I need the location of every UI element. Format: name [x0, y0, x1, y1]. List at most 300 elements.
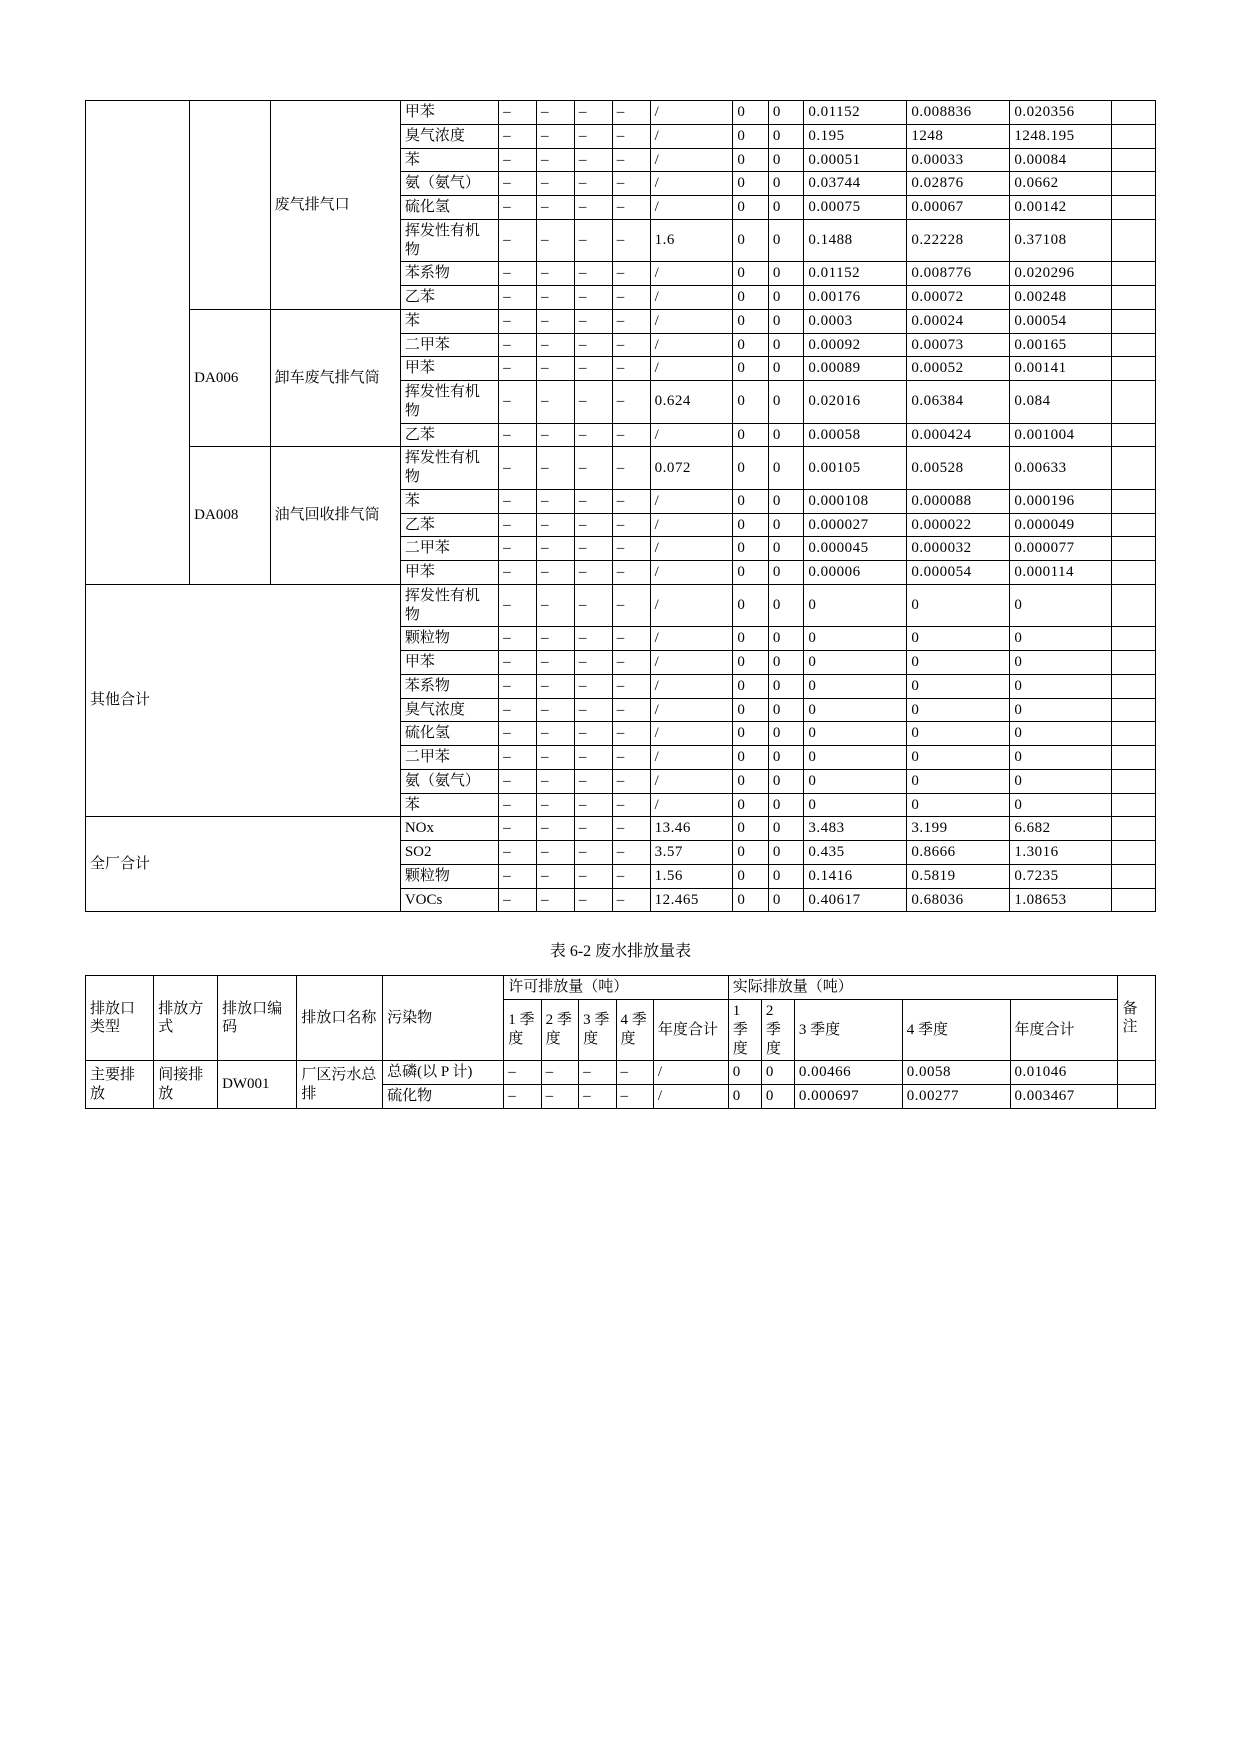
cell-note	[1112, 888, 1156, 912]
cell-permit-q1: –	[499, 196, 537, 220]
cell-permit-q3: –	[574, 537, 612, 561]
cell-permit-q4: –	[612, 309, 650, 333]
cell-pollutant: NOx	[400, 817, 498, 841]
cell-permit-q2: –	[536, 309, 574, 333]
cell-permit-year-total: /	[650, 561, 733, 585]
cell-actual-q1: 0	[733, 584, 769, 627]
cell-permit-year-total: /	[650, 172, 733, 196]
cell-permit-q1: –	[499, 841, 537, 865]
cell-actual-q3: 0.01152	[804, 262, 907, 286]
cell-actual-q1: 0	[733, 286, 769, 310]
cell-actual-q3: 0	[804, 627, 907, 651]
cell-permit-q3: –	[574, 793, 612, 817]
cell-actual-q2: 0	[768, 698, 804, 722]
table-row	[86, 1061, 1156, 1085]
cell-permit-year-total: 3.57	[650, 841, 733, 865]
cell-actual-q1: 0	[733, 793, 769, 817]
cell-pollutant: 臭气浓度	[400, 698, 498, 722]
cell-pollutant: 挥发性有机物	[400, 447, 498, 490]
cell-actual-q1: 0	[733, 423, 769, 447]
cell-actual-q1: 0	[733, 817, 769, 841]
cell-permit-q1: –	[499, 381, 537, 424]
cell-pollutant: 苯系物	[400, 674, 498, 698]
cell-permit-q3: –	[574, 101, 612, 125]
cell-permit-q1: –	[499, 746, 537, 770]
cell-permit-q1: –	[499, 124, 537, 148]
cell-actual-q1: 0	[733, 769, 769, 793]
cell-permit-q3: –	[574, 769, 612, 793]
cell-permit-q1: –	[499, 769, 537, 793]
cell-actual-q2: 0	[768, 196, 804, 220]
cell-pollutant: 颗粒物	[400, 627, 498, 651]
cell-permit-q4: –	[616, 1085, 653, 1109]
cell-note	[1112, 561, 1156, 585]
cell-permit-q1: –	[499, 888, 537, 912]
cell-actual-q3: 0.02016	[804, 381, 907, 424]
cell-permit-q4: –	[612, 769, 650, 793]
cell-actual-q2: 0	[768, 817, 804, 841]
cell-permit-q3: –	[574, 172, 612, 196]
cell-actual-q1: 0	[733, 262, 769, 286]
cell-actual-q4: 0	[907, 584, 1010, 627]
cell-permit-q4: –	[612, 627, 650, 651]
cell-permit-year-total: /	[650, 722, 733, 746]
cell-permit-q4: –	[612, 651, 650, 675]
cell-permit-year-total: /	[650, 196, 733, 220]
cell-permit-q4: –	[612, 864, 650, 888]
cell-permit-q1: –	[499, 309, 537, 333]
cell-permit-year-total: 0.624	[650, 381, 733, 424]
cell-permit-q2: –	[536, 219, 574, 262]
cell-permit-q2: –	[536, 262, 574, 286]
cell-permit-year-total: /	[650, 584, 733, 627]
cell-actual-q3: 0.000045	[804, 537, 907, 561]
cell-permit-q4: –	[612, 423, 650, 447]
cell-permit-q4: –	[612, 537, 650, 561]
cell-permit-year-total: /	[653, 1061, 728, 1085]
header-actual-year-total: 年度合计	[1010, 1000, 1118, 1061]
cell-pollutant: 臭气浓度	[400, 124, 498, 148]
cell-permit-q1: –	[499, 864, 537, 888]
cell-actual-q4: 0.008836	[907, 101, 1010, 125]
cell-permit-q2: –	[541, 1085, 578, 1109]
cell-actual-q3: 0.00075	[804, 196, 907, 220]
cell-actual-q1: 0	[733, 196, 769, 220]
cell-permit-q4: –	[612, 746, 650, 770]
cell-pollutant: VOCs	[400, 888, 498, 912]
cell-actual-q3: 0.00058	[804, 423, 907, 447]
cell-actual-q3: 0.000697	[794, 1085, 902, 1109]
cell-permit-q4: –	[612, 262, 650, 286]
cell-actual-year-total: 0	[1010, 793, 1112, 817]
cell-permit-year-total: /	[650, 124, 733, 148]
cell-pollutant: 苯系物	[400, 262, 498, 286]
cell-permit-q2: –	[536, 746, 574, 770]
cell-actual-year-total: 0.001004	[1010, 423, 1112, 447]
cell-actual-year-total: 0.000196	[1010, 489, 1112, 513]
cell-permit-q1: –	[504, 1085, 541, 1109]
cell-actual-q4: 0.00033	[907, 148, 1010, 172]
cell-actual-year-total: 0.00084	[1010, 148, 1112, 172]
cell-permit-q3: –	[574, 513, 612, 537]
cell-actual-q4: 0.8666	[907, 841, 1010, 865]
cell-actual-q4: 0	[907, 722, 1010, 746]
cell-actual-q1: 0	[733, 674, 769, 698]
cell-permit-q4: –	[612, 196, 650, 220]
cell-pollutant: 二甲苯	[400, 333, 498, 357]
header-actual-q1: 1 季度	[728, 1000, 761, 1061]
cell-pollutant: 挥发性有机物	[400, 584, 498, 627]
cell-permit-q1: –	[499, 513, 537, 537]
cell-permit-q1: –	[499, 817, 537, 841]
cell-actual-q1: 0	[733, 101, 769, 125]
cell-permit-q1: –	[499, 674, 537, 698]
cell-permit-q4: –	[612, 101, 650, 125]
cell-actual-q3: 0.00092	[804, 333, 907, 357]
cell-permit-q2: –	[536, 722, 574, 746]
cell-actual-q1: 0	[733, 219, 769, 262]
header-note: 备注	[1118, 976, 1156, 1061]
cell-permit-q1: –	[499, 561, 537, 585]
cell-outlet-name: 厂区污水总排	[297, 1061, 383, 1109]
cell-permit-q4: –	[612, 888, 650, 912]
cell-permit-q2: –	[536, 584, 574, 627]
cell-outlet-name: 废气排气口	[270, 101, 400, 310]
cell-actual-year-total: 0.7235	[1010, 864, 1112, 888]
cell-actual-q3: 0.00105	[804, 447, 907, 490]
cell-actual-q1: 0	[733, 357, 769, 381]
cell-permit-q1: –	[499, 333, 537, 357]
cell-actual-q3: 0	[804, 698, 907, 722]
cell-actual-q4: 3.199	[907, 817, 1010, 841]
cell-permit-q4: –	[612, 584, 650, 627]
cell-note	[1112, 584, 1156, 627]
cell-note	[1112, 357, 1156, 381]
cell-permit-q4: –	[612, 447, 650, 490]
cell-permit-q1: –	[504, 1061, 541, 1085]
cell-pollutant: 乙苯	[400, 513, 498, 537]
cell-permit-q1: –	[499, 793, 537, 817]
cell-permit-q1: –	[499, 489, 537, 513]
cell-permit-q2: –	[536, 423, 574, 447]
cell-permit-year-total: /	[650, 357, 733, 381]
cell-actual-year-total: 0.00142	[1010, 196, 1112, 220]
cell-permit-q3: –	[574, 722, 612, 746]
cell-actual-q2: 0	[768, 262, 804, 286]
cell-actual-q2: 0	[768, 674, 804, 698]
cell-note	[1112, 423, 1156, 447]
cell-actual-q4: 0	[907, 746, 1010, 770]
cell-actual-q4: 0.000088	[907, 489, 1010, 513]
cell-permit-q2: –	[536, 172, 574, 196]
cell-permit-q3: –	[574, 746, 612, 770]
cell-actual-q2: 0	[768, 888, 804, 912]
cell-permit-year-total: /	[650, 262, 733, 286]
cell-actual-year-total: 0.00165	[1010, 333, 1112, 357]
cell-permit-year-total: /	[650, 769, 733, 793]
header-permit-year-total: 年度合计	[653, 1000, 728, 1061]
table-caption-6-2: 表 6-2 废水排放量表	[549, 943, 692, 961]
cell-actual-q2: 0	[768, 651, 804, 675]
cell-note	[1118, 1061, 1156, 1085]
cell-permit-q3: –	[574, 333, 612, 357]
cell-actual-year-total: 0.020296	[1010, 262, 1112, 286]
cell-permit-q2: –	[536, 864, 574, 888]
cell-permit-q3: –	[574, 489, 612, 513]
cell-actual-q4: 0.00073	[907, 333, 1010, 357]
cell-note	[1112, 722, 1156, 746]
cell-permit-q1: –	[499, 148, 537, 172]
cell-permit-year-total: /	[650, 651, 733, 675]
cell-actual-q4: 0.5819	[907, 864, 1010, 888]
cell-permit-q4: –	[612, 357, 650, 381]
cell-actual-q1: 0	[733, 172, 769, 196]
cell-actual-q4: 1248	[907, 124, 1010, 148]
cell-actual-q3: 0.000108	[804, 489, 907, 513]
cell-actual-q3: 3.483	[804, 817, 907, 841]
cell-permit-q1: –	[499, 584, 537, 627]
cell-actual-q1: 0	[733, 537, 769, 561]
cell-permit-year-total: /	[650, 101, 733, 125]
cell-actual-year-total: 0	[1010, 651, 1112, 675]
cell-permit-q3: –	[574, 148, 612, 172]
cell-permit-q2: –	[536, 124, 574, 148]
cell-actual-q3: 0	[804, 674, 907, 698]
cell-permit-q2: –	[536, 817, 574, 841]
cell-pollutant: 乙苯	[400, 423, 498, 447]
cell-actual-q2: 0	[768, 309, 804, 333]
cell-permit-q4: –	[612, 219, 650, 262]
cell-actual-q4: 0.000054	[907, 561, 1010, 585]
cell-permit-year-total: /	[653, 1085, 728, 1109]
cell-permit-q3: –	[574, 561, 612, 585]
cell-note	[1112, 489, 1156, 513]
cell-actual-q4: 0.00052	[907, 357, 1010, 381]
cell-actual-q3: 0	[804, 793, 907, 817]
cell-actual-q3: 0.000027	[804, 513, 907, 537]
cell-actual-q2: 0	[768, 172, 804, 196]
cell-note	[1112, 537, 1156, 561]
cell-actual-q1: 0	[733, 651, 769, 675]
cell-permit-q1: –	[499, 101, 537, 125]
cell-permit-q2: –	[536, 148, 574, 172]
cell-actual-q3: 0.00006	[804, 561, 907, 585]
cell-permit-year-total: /	[650, 793, 733, 817]
cell-permit-year-total: 0.072	[650, 447, 733, 490]
cell-permit-q3: –	[574, 219, 612, 262]
cell-actual-year-total: 0	[1010, 722, 1112, 746]
cell-pollutant: 甲苯	[400, 357, 498, 381]
cell-permit-q2: –	[536, 841, 574, 865]
cell-actual-q3: 0.1488	[804, 219, 907, 262]
cell-permit-year-total: /	[650, 333, 733, 357]
cell-actual-year-total: 0.00141	[1010, 357, 1112, 381]
cell-actual-q1: 0	[733, 381, 769, 424]
cell-actual-year-total: 0	[1010, 674, 1112, 698]
cell-note	[1112, 864, 1156, 888]
cell-actual-q4: 0.00277	[902, 1085, 1010, 1109]
cell-permit-q4: –	[616, 1061, 653, 1085]
cell-note	[1112, 841, 1156, 865]
header-permit-q1: 1 季度	[504, 1000, 541, 1061]
cell-pollutant: 挥发性有机物	[400, 381, 498, 424]
cell-permit-year-total: /	[650, 286, 733, 310]
table-row	[86, 584, 1156, 627]
cell-actual-q1: 0	[728, 1061, 761, 1085]
cell-permit-q4: –	[612, 817, 650, 841]
cell-permit-q2: –	[536, 698, 574, 722]
cell-actual-q4: 0.22228	[907, 219, 1010, 262]
cell-actual-q4: 0.0058	[902, 1061, 1010, 1085]
cell-actual-q4: 0	[907, 698, 1010, 722]
cell-actual-q2: 0	[768, 537, 804, 561]
cell-actual-year-total: 0.084	[1010, 381, 1112, 424]
cell-permit-q4: –	[612, 698, 650, 722]
cell-note	[1112, 651, 1156, 675]
cell-pollutant: 苯	[400, 489, 498, 513]
cell-note	[1112, 513, 1156, 537]
header-permit-group: 许可排放量（吨）	[504, 976, 729, 1000]
cell-actual-q2: 0	[768, 381, 804, 424]
header-actual-q2: 2 季度	[761, 1000, 794, 1061]
cell-actual-year-total: 0.00248	[1010, 286, 1112, 310]
cell-actual-q2: 0	[768, 769, 804, 793]
table-row	[86, 309, 1156, 333]
cell-note	[1112, 172, 1156, 196]
cell-permit-q3: –	[574, 286, 612, 310]
cell-permit-q2: –	[536, 357, 574, 381]
cell-permit-q4: –	[612, 561, 650, 585]
cell-note	[1112, 101, 1156, 125]
cell-outlet-name: 油气回收排气筒	[270, 447, 400, 585]
cell-note	[1112, 309, 1156, 333]
cell-actual-year-total: 0.01046	[1010, 1061, 1118, 1085]
cell-actual-q3: 0	[804, 769, 907, 793]
cell-actual-year-total: 0	[1010, 698, 1112, 722]
cell-actual-q4: 0.00024	[907, 309, 1010, 333]
cell-permit-q1: –	[499, 219, 537, 262]
cell-permit-q4: –	[612, 793, 650, 817]
cell-actual-year-total: 6.682	[1010, 817, 1112, 841]
cell-permit-q2: –	[536, 286, 574, 310]
cell-actual-q3: 0.435	[804, 841, 907, 865]
cell-permit-q2: –	[536, 447, 574, 490]
cell-actual-q1: 0	[733, 513, 769, 537]
cell-pollutant: SO2	[400, 841, 498, 865]
cell-permit-q3: –	[574, 262, 612, 286]
cell-actual-q2: 0	[768, 148, 804, 172]
cell-actual-q4: 0.000022	[907, 513, 1010, 537]
cell-pollutant: 氨（氨气）	[400, 769, 498, 793]
cell-permit-q3: –	[574, 817, 612, 841]
cell-actual-q1: 0	[733, 722, 769, 746]
cell-actual-q3: 0.195	[804, 124, 907, 148]
cell-actual-q2: 0	[768, 793, 804, 817]
cell-actual-q2: 0	[768, 423, 804, 447]
cell-permit-q4: –	[612, 124, 650, 148]
cell-actual-q3: 0.00466	[794, 1061, 902, 1085]
header-actual-q4: 4 季度	[902, 1000, 1010, 1061]
cell-permit-q2: –	[536, 537, 574, 561]
cell-permit-q4: –	[612, 286, 650, 310]
cell-actual-q1: 0	[733, 627, 769, 651]
cell-actual-q3: 0.00176	[804, 286, 907, 310]
cell-note	[1112, 793, 1156, 817]
cell-actual-q1: 0	[733, 309, 769, 333]
cell-permit-q2: –	[536, 561, 574, 585]
cell-actual-q4: 0.06384	[907, 381, 1010, 424]
cell-permit-q2: –	[536, 651, 574, 675]
cell-actual-q2: 0	[768, 864, 804, 888]
cell-permit-q2: –	[536, 333, 574, 357]
cell-actual-q2: 0	[768, 489, 804, 513]
cell-permit-q4: –	[612, 333, 650, 357]
cell-pollutant: 二甲苯	[400, 746, 498, 770]
table-row	[86, 817, 1156, 841]
cell-actual-q2: 0	[768, 124, 804, 148]
cell-actual-year-total: 0	[1010, 769, 1112, 793]
cell-actual-q1: 0	[733, 841, 769, 865]
header-actual-group: 实际排放量（吨）	[728, 976, 1118, 1000]
header-permit-q2: 2 季度	[541, 1000, 578, 1061]
cell-actual-year-total: 0.37108	[1010, 219, 1112, 262]
cell-permit-q4: –	[612, 172, 650, 196]
header-actual-q3: 3 季度	[794, 1000, 902, 1061]
cell-outlet-code	[190, 101, 270, 310]
cell-pollutant: 硫化氢	[400, 722, 498, 746]
cell-discharge-mode: 间接排放	[154, 1061, 218, 1109]
cell-permit-q4: –	[612, 148, 650, 172]
cell-pollutant: 苯	[400, 148, 498, 172]
cell-pollutant: 挥发性有机物	[400, 219, 498, 262]
cell-permit-q2: –	[536, 489, 574, 513]
cell-actual-q4: 0.000424	[907, 423, 1010, 447]
cell-actual-q3: 0	[804, 651, 907, 675]
cell-outlet-code: DW001	[218, 1061, 297, 1109]
cell-actual-q3: 0.40617	[804, 888, 907, 912]
cell-permit-year-total: /	[650, 513, 733, 537]
cell-permit-q4: –	[612, 722, 650, 746]
emission-table-wastewater	[85, 975, 1156, 1109]
cell-permit-q3: –	[574, 447, 612, 490]
cell-permit-year-total: /	[650, 148, 733, 172]
cell-actual-q4: 0.00072	[907, 286, 1010, 310]
cell-permit-q3: –	[579, 1061, 616, 1085]
cell-actual-year-total: 0.00633	[1010, 447, 1112, 490]
header-outlet-type: 排放口类型	[86, 976, 154, 1061]
cell-actual-q1: 0	[733, 746, 769, 770]
cell-permit-q1: –	[499, 357, 537, 381]
cell-actual-q4: 0.00528	[907, 447, 1010, 490]
cell-note	[1112, 381, 1156, 424]
cell-note	[1112, 447, 1156, 490]
emission-table-air	[85, 100, 1156, 912]
cell-note	[1112, 817, 1156, 841]
cell-permit-q1: –	[499, 651, 537, 675]
cell-permit-year-total: 13.46	[650, 817, 733, 841]
cell-permit-q3: –	[574, 381, 612, 424]
cell-actual-q4: 0	[907, 793, 1010, 817]
cell-actual-q4: 0	[907, 627, 1010, 651]
cell-actual-q2: 0	[768, 722, 804, 746]
cell-permit-year-total: /	[650, 746, 733, 770]
cell-permit-q4: –	[612, 841, 650, 865]
cell-pollutant: 颗粒物	[400, 864, 498, 888]
cell-actual-q2: 0	[768, 561, 804, 585]
cell-actual-q3: 0	[804, 722, 907, 746]
cell-note	[1112, 124, 1156, 148]
cell-permit-q1: –	[499, 447, 537, 490]
